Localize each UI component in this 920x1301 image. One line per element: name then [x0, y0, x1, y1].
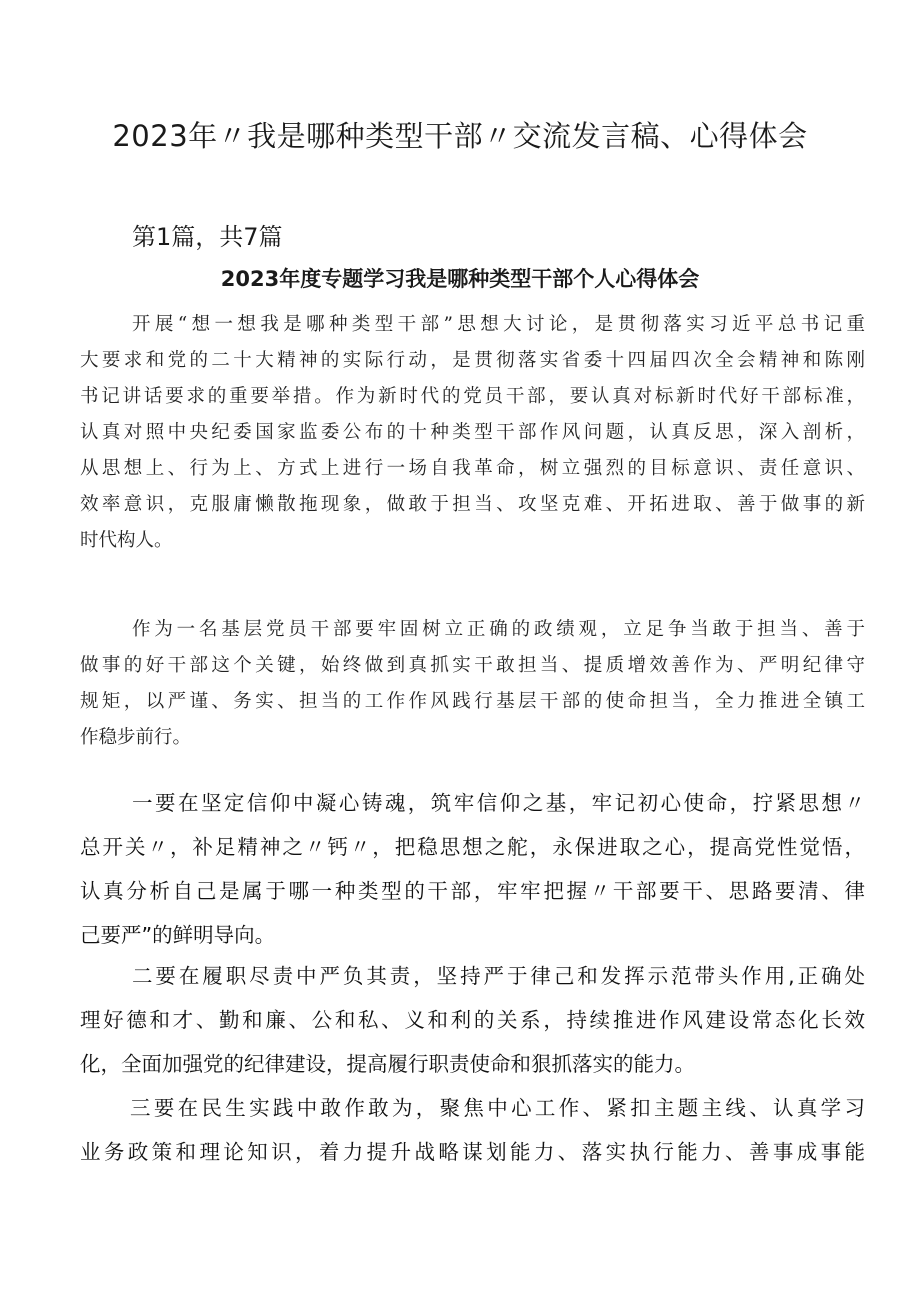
part-label: 第1篇，共7篇 — [132, 223, 283, 251]
paragraph-4 — [80, 954, 865, 1086]
paragraph-1 — [80, 307, 865, 559]
paragraph-line: 一要在坚定信仰中凝心铸魂，筑牢信仰之基，牢记初心使命，拧紧思想〃 — [132, 791, 865, 815]
article-title: 2023年度专题学习我是哪种类型干部个人心得体会 — [220, 267, 700, 291]
paragraph-5 — [80, 1086, 865, 1174]
paragraph-line: 二要在履职尽责中严负其责，坚持严于律己和发挥示范带头作用,正确处 — [132, 964, 865, 988]
paragraph-line: 书记讲话要求的重要举措。作为新时代的党员干部，要认真对标新时代好干部标准， — [80, 386, 865, 407]
paragraph-2 — [80, 612, 865, 756]
paragraph-line: 作为一名基层党员干部要牢固树立正确的政绩观，立足争当敢于担当、善于 — [132, 619, 865, 640]
paragraph-line: 做事的好干部这个关键，始终做到真抓实干敢担当、提质增效善作为、严明纪律守 — [80, 655, 865, 676]
paragraph-line: 化，全面加强党的纪律建设，提高履行职责使命和狠抓落实的能力。 — [80, 1052, 695, 1076]
paragraph-line: 总开关〃，补足精神之〃钙〃，把稳思想之舵，永保进取之心，提高党性觉悟， — [80, 835, 865, 859]
paragraph-line: 理好德和才、勤和廉、公和私、义和利的关系，持续推进作风建设常态化长效 — [80, 1008, 865, 1032]
document-title: 2023年〃我是哪种类型干部〃交流发言稿、心得体会 — [112, 119, 808, 153]
paragraph-line: 从思想上、行为上、方式上进行一场自我革命，树立强烈的目标意识、责任意识、 — [80, 458, 865, 479]
paragraph-line: 己要严”的鲜明导向。 — [80, 923, 276, 947]
paragraph-line: 规矩，以严谨、务实、担当的工作作风践行基层干部的使命担当，全力推进全镇工 — [80, 691, 865, 712]
paragraph-line: 作稳步前行。 — [80, 727, 192, 748]
paragraph-line: 效率意识，克服庸懒散拖现象，做敢于担当、攻坚克难、开拓进取、善于做事的新 — [80, 494, 865, 515]
paragraph-line: 业务政策和理论知识，着力提升战略谋划能力、落实执行能力、善事成事能 — [80, 1140, 865, 1164]
paragraph-3 — [80, 781, 865, 957]
paragraph-line: 开展“想一想我是哪种类型干部”思想大讨论，是贯彻落实习近平总书记重 — [132, 314, 865, 335]
paragraph-line: 大要求和党的二十大精神的实际行动，是贯彻落实省委十四届四次全会精神和陈刚 — [80, 350, 865, 371]
paragraph-line: 三要在民生实践中敢作敢为，聚焦中心工作、紧扣主题主线、认真学习 — [130, 1096, 865, 1120]
paragraph-line: 时代构人。 — [80, 530, 173, 551]
paragraph-line: 认真分析自己是属于哪一种类型的干部，牢牢把握〃干部要干、思路要清、律 — [80, 879, 865, 903]
paragraph-line: 认真对照中央纪委国家监委公布的十种类型干部作风问题，认真反思，深入剖析， — [80, 422, 865, 443]
